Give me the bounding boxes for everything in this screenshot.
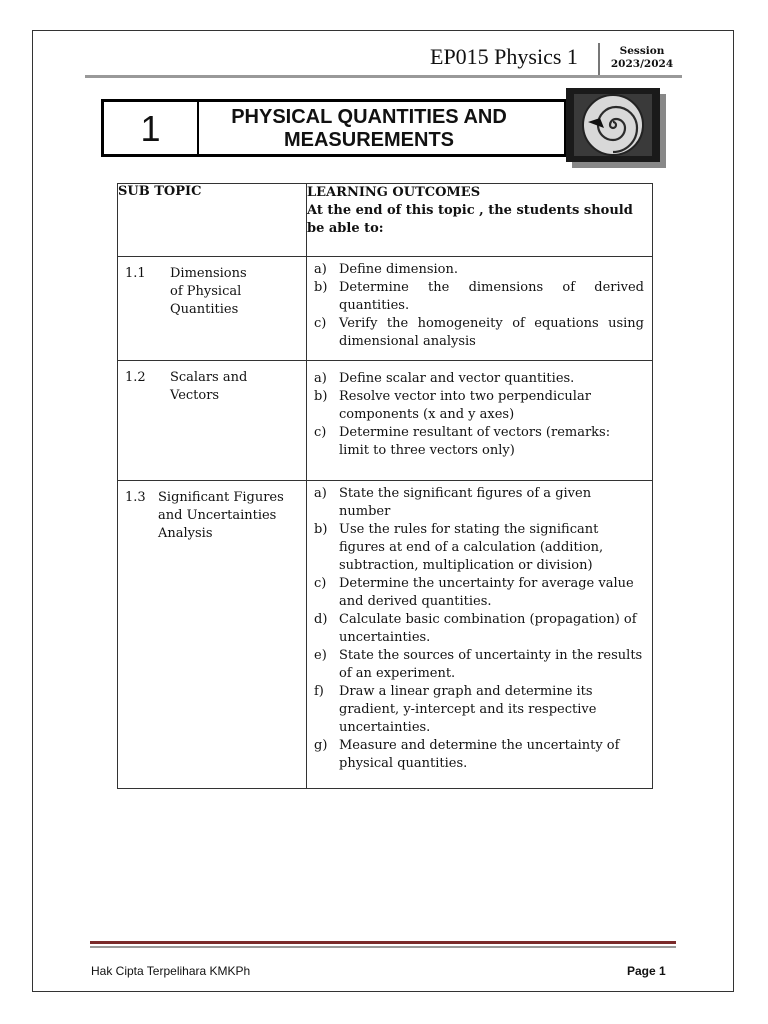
outcome-letter: f): [314, 684, 324, 699]
topic-title-line2: MEASUREMENTS: [283, 129, 454, 151]
outcomes-header-title: LEARNING OUTCOMES: [307, 185, 481, 200]
page-number: Page 1: [627, 964, 666, 978]
subtopic-title: Dimensions of Physical Quantities: [170, 266, 247, 317]
subtopic-number: 1.3: [125, 490, 146, 505]
outcome-text: State the significant figures of a given number: [339, 486, 592, 519]
subtopic-number: 1.2: [125, 370, 146, 385]
subtopic-title: Significant Figures and Uncertainties Analysis: [158, 490, 284, 541]
outcome-text: Determine the dimensions of derived quantities.: [339, 280, 644, 313]
list-item: [314, 647, 644, 683]
topic-banner: [101, 99, 567, 157]
outcome-letter: b): [314, 389, 328, 404]
outcome-text: Measure and determine the uncertainty of physical quantities.: [339, 738, 620, 771]
outcome-letter: b): [314, 280, 328, 295]
subtopic-cell: [118, 481, 307, 789]
list-item: [314, 521, 644, 575]
topic-title-line1: PHYSICAL QUANTITIES AND: [231, 106, 507, 128]
session-block: [606, 45, 678, 71]
outcome-letter: c): [314, 425, 327, 440]
outcomes-header-text: At the end of this topic , the students should be able to:: [307, 203, 633, 236]
outcome-text: Calculate basic combination (propagation) of uncertainties.: [339, 612, 637, 645]
topic-title: [199, 106, 539, 152]
topic-number: 1: [104, 102, 199, 154]
outcome-text: Define dimension.: [339, 262, 459, 277]
course-title: EP015 Physics 1: [430, 44, 578, 69]
subtopic-number: 1.1: [125, 266, 146, 281]
outcome-letter: c): [314, 316, 327, 331]
outcome-text: Use the rules for stating the significant figures at end of a calculation (addition, subtraction, multiplication or division): [339, 522, 604, 573]
footer-copyright: Hak Cipta Terpelihara KMKPh: [91, 964, 251, 978]
outcome-letter: a): [314, 262, 327, 277]
outcome-letter: d): [314, 612, 328, 627]
list-item: [314, 370, 644, 388]
outcomes-header: [307, 184, 653, 257]
list-item: [314, 388, 644, 424]
table-row: [118, 257, 653, 361]
list-item: [314, 424, 644, 460]
list-item: [314, 683, 644, 737]
outcomes-cell: [307, 361, 653, 481]
footer-rule-thin: [90, 946, 676, 948]
header-separator: [598, 43, 600, 76]
subtopic-cell: [118, 257, 307, 361]
outcome-text: Draw a linear graph and determine its gradient, y-intercept and its respective uncertainties.: [339, 684, 597, 735]
header-rule: [85, 75, 682, 78]
list-item: [314, 315, 644, 351]
session-year: 2023/2024: [610, 58, 674, 70]
outcome-letter: a): [314, 486, 327, 501]
list-item: [314, 737, 644, 773]
table-row: [118, 481, 653, 789]
table-row: [118, 361, 653, 481]
outcome-text: Determine the uncertainty for average value and derived quantities.: [339, 576, 634, 609]
outcome-letter: g): [314, 738, 328, 753]
list-item: [314, 261, 644, 279]
footer-rule: [90, 941, 676, 944]
outcome-letter: c): [314, 576, 327, 591]
spiral-clock-image: [566, 88, 666, 168]
outcome-text: Determine resultant of vectors (remarks: limit to three vectors only): [339, 425, 611, 458]
outcome-text: Resolve vector into two perpendicular components (x and y axes): [339, 389, 591, 422]
list-item: [314, 485, 644, 521]
outcome-letter: e): [314, 648, 327, 663]
learning-outcomes-table: [117, 183, 653, 789]
list-item: [314, 611, 644, 647]
subtopic-title: Scalars and Vectors: [170, 370, 248, 403]
list-item: [314, 279, 644, 315]
outcomes-cell: [307, 481, 653, 789]
outcome-text: State the sources of uncertainty in the results of an experiment.: [339, 648, 643, 681]
session-label: Session: [619, 45, 665, 57]
subtopic-cell: [118, 361, 307, 481]
subtopic-header: SUB TOPIC: [118, 184, 307, 257]
outcome-letter: a): [314, 371, 327, 386]
outcome-text: Verify the homogeneity of equations using dimensional analysis: [339, 316, 644, 349]
outcome-letter: b): [314, 522, 328, 537]
outcome-text: Define scalar and vector quantities.: [339, 371, 575, 386]
outcomes-cell: [307, 257, 653, 361]
list-item: [314, 575, 644, 611]
